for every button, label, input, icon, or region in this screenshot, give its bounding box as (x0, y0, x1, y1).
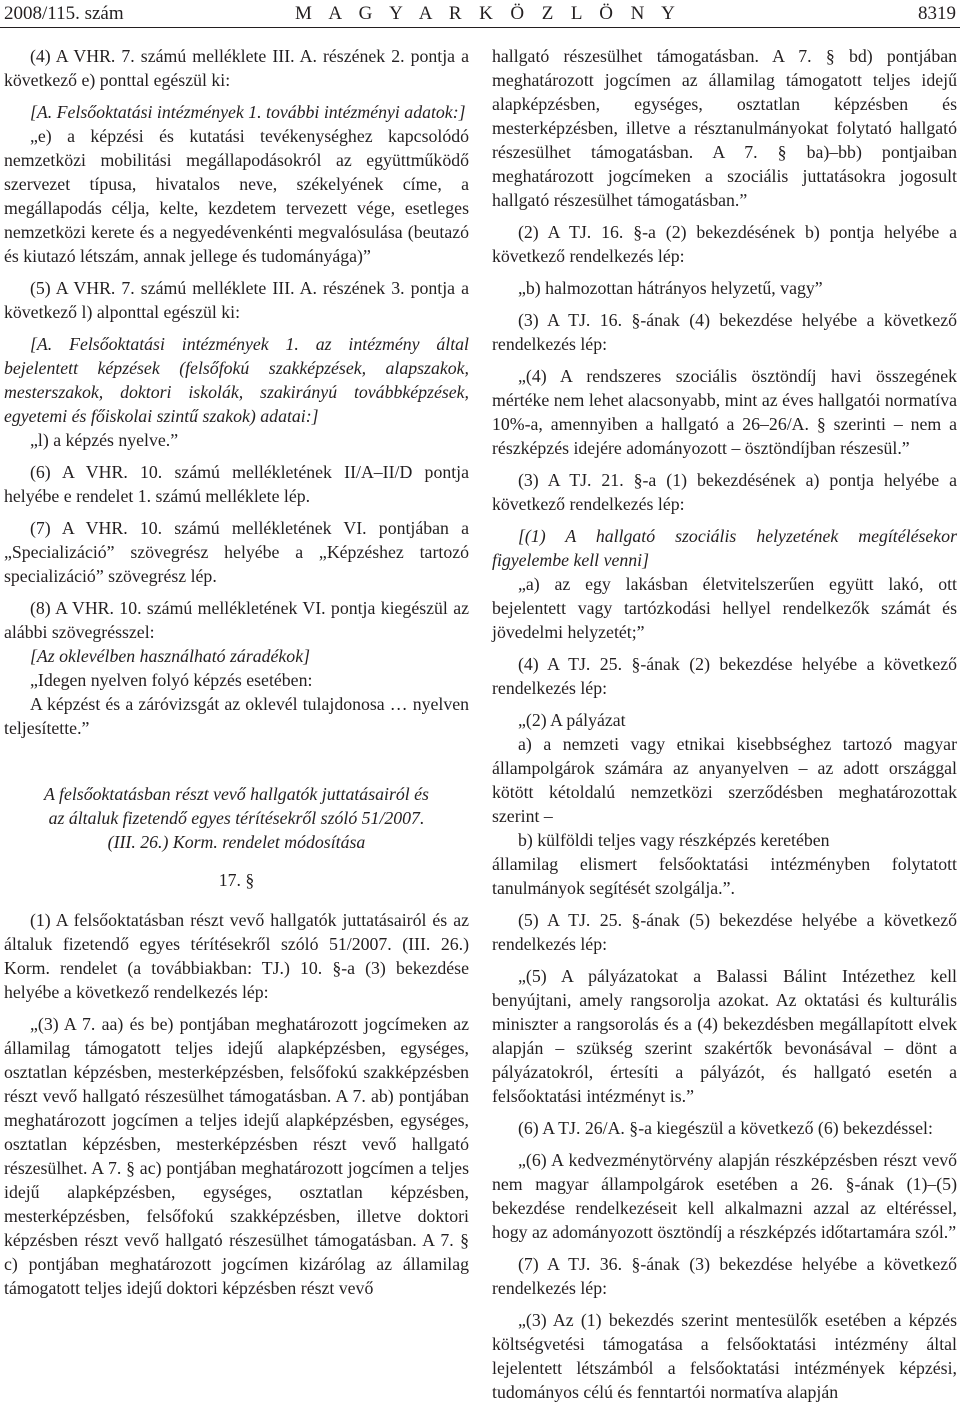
section-number: 17. § (218, 870, 255, 890)
paragraph: államilag elismert felsőoktatási intézményben folytatott tanulmányok segítését szolgálja.”. (492, 854, 957, 898)
issue-number: 2008/115. szám (4, 3, 124, 24)
paragraph: (6) A VHR. 10. számú mellékletének II/A–II/D pontja helyébe e rendelet 1. számú melléklete lép. (4, 462, 469, 506)
paragraph: (3) A TJ. 16. §-ának (4) bekezdése helyébe a következő rendelkezés lép: (492, 310, 957, 354)
paragraph: (3) A TJ. 21. §-a (1) bekezdésének a) pontja helyébe a következő rendelkezés lép: (492, 470, 957, 514)
paragraph: (4) A VHR. 7. számú melléklete III. A. részének 2. pontja a következő e) ponttal egészül ki: (4, 46, 469, 90)
paragraph: „(3) A 7. aa) és be) pontjában meghatározott jogcímeken az államilag támogatott teljes idejű alapképzésben, egységes, osztatlan képzésben, mesterképzésben, felsőfokú szakképzésben részt vevő hallgató részesülhet támogatásban. A 7. ab) pontjában meghatározott jogcímen a teljes idejű alapképzésben, egységes, osztatlan képzésben, mesterképzésben részt vevő hallgató részesülhet. A 7. § ac) pontjában meghatározott jogcímen a teljes idejű alapképzésben, egységes, osztatlan képzésben, mesterképzésben, felsőfokú szakképzésben, illetve doktori képzésben részt vevő hallgató részesülhet támogatásban. A 7. § c) pontjában meghatározott jogcímen kizárólag az államilag támogatott teljes idejű doktori képzésben részt vevő (4, 1014, 469, 1298)
paragraph: b) külföldi teljes vagy részképzés keretében (518, 830, 830, 850)
page-number: 8319 (918, 3, 956, 24)
paragraph: A képzést és a záróvizsgát az oklevél tulajdonosa … nyelven teljesítette.” (4, 694, 469, 738)
paragraph: (5) A VHR. 7. számú melléklete III. A. részének 3. pontja a következő l) alponttal egészül ki: (4, 278, 469, 322)
paragraph: (7) A TJ. 36. §-ának (3) bekezdése helyébe a következő rendelkezés lép: (492, 1254, 957, 1298)
paragraph: (1) A felsőoktatásban részt vevő hallgatók juttatásairól és az általuk fizetendő egyes térítésekről szóló 51/2007. (III. 26.) Korm. rendelet (a továbbiakban: TJ.) 10. §-a (3) bekezdése helyébe a következő rendelkezés lép: (4, 910, 469, 1002)
paragraph: (7) A VHR. 10. számú mellékletének VI. pontjában a „Specializáció” szövegrész helyébe a „Képzéshez tartozó specializáció” szövegrész lép. (4, 518, 469, 586)
left-column (4, 44, 469, 1308)
paragraph: [A. Felsőoktatási intézmények 1. az intézmény által bejelentett képzések (felsőfokú szakképzések, alapszakok, mesterszakok, doktori iskolák, szakirányú továbbképzések, egyetemi és főiskolai szintű szakok) adatai:] (4, 334, 469, 426)
paragraph: [(1) A hallgató szociális helyzetének megítélésekor figyelembe kell venni] (492, 526, 957, 570)
paragraph: „l) a képzés nyelve.” (30, 430, 179, 450)
paragraph: „(6) A kedvezménytörvény alapján részképzésben részt vevő nem magyar állampolgárok esetében a 26. §-ának (1)–(5) bekezdése rendelkezéseit kell alkalmazni azzal az eltéréssel, hogy az adományozott ösztöndíj a részképzés időtartamára szól.” (492, 1150, 957, 1242)
paragraph: „(4) A rendszeres szociális ösztöndíj havi összegének mértéke nem lehet alacsonyabb, mint az éves hallgatói normatíva 10%-a, amennyiben a hallgató a 26–26/A. § szerinti – nem a részképzés idejére adományozott – ösztöndíjban részesül.” (492, 366, 957, 458)
paragraph: (4) A TJ. 25. §-ának (2) bekezdése helyébe a következő rendelkezés lép: (492, 654, 957, 698)
paragraph: „b) halmozottan hátrányos helyzetű, vagy” (518, 278, 823, 298)
paragraph: a) a nemzeti vagy etnikai kisebbséghez tartozó magyar állampolgárok számára az anyanyelven – az adott országgal kötött kétoldalú nemzetközi szerződésben meghatározottak szerint – (492, 734, 957, 826)
paragraph: [A. Felsőoktatási intézmények 1. további intézményi adatok:] (30, 102, 466, 122)
paragraph: (8) A VHR. 10. számú mellékletének VI. pontja kiegészül az alábbi szövegrésszel: (4, 598, 469, 642)
paragraph: (2) A TJ. 16. §-a (2) bekezdésének b) pontja helyébe a következő rendelkezés lép: (492, 222, 957, 266)
paragraph: [Az oklevélben használható záradékok] (30, 646, 311, 666)
paragraph: „(5) A pályázatokat a Balassi Bálint Intézethez kell benyújtani, amely rangsorolja azokat. Az oktatási és kulturális miniszter a rangsorolás és a (4) bekezdésben megállapított elvek alapján – szükség szerint szakértők bevonásával – dönt a pályázatokról, értesíti a pályázót, és hallgató esetén a felsőoktatási intézményt is.” (492, 966, 957, 1106)
paragraph: „(2) A pályázat (518, 710, 626, 730)
paragraph: „e) a képzési és kutatási tevékenységhez kapcsolódó nemzetközi mobilitási megállapodásokról az együttműködő szervezet típusa, hivatalos neve, székelyének címe, a megállapodás célja, kelte, kezdetem tervezett vége, esetleges nemzetközi kerete és a negyedévenkénti megvalósulása (beutazó és kiutazó létszám, annak jellege és tudományága)” (4, 126, 469, 266)
paragraph: „(3) Az (1) bekezdés szerint mentesülők esetében a képzés költségvetési támogatása a felsőoktatási intézmény által lejelentett létszámból a felsőoktatási intézmények képzési, tudományos célú és fenntartói normatíva alapján (492, 1310, 957, 1402)
paragraph: „a) az egy lakásban életvitelszerűen együtt lakó, ott bejelentett vagy tartózkodási hellyel rendelkezők számát és jövedelmi helyzetét;” (492, 574, 957, 642)
page-header (0, 0, 960, 26)
paragraph: hallgató részesülhet támogatásban. A 7. § bd) pontjában meghatározott jogcímen az államilag támogatott teljes idejű alapképzésben, egységes, osztatlan képzésben és mesterképzésben, illetve a résztanulmányokat folytató hallgató részesülhet támogatásban. A 7. § ba)–bb) pontjaiban meghatározott jogcímeken a szociális juttatásokra jogosult hallgató részesülhet támogatásban.” (492, 46, 957, 210)
right-column (492, 44, 957, 1412)
journal-title: M A G Y A R K Ö Z L Ö N Y (295, 3, 682, 24)
section-title: A felsőoktatásban részt vevő hallgatók juttatásairól és az általuk fizetendő egyes térítésekről szóló 51/2007. (III. 26.) Korm. rendelet módosítása (44, 784, 429, 852)
header-rule (0, 27, 960, 28)
paragraph: (5) A TJ. 25. §-ának (5) bekezdése helyébe a következő rendelkezés lép: (492, 910, 957, 954)
paragraph: „Idegen nyelven folyó képzés esetében: (30, 670, 313, 690)
paragraph: (6) A TJ. 26/A. §-a kiegészül a következő (6) bekezdéssel: (518, 1118, 933, 1138)
